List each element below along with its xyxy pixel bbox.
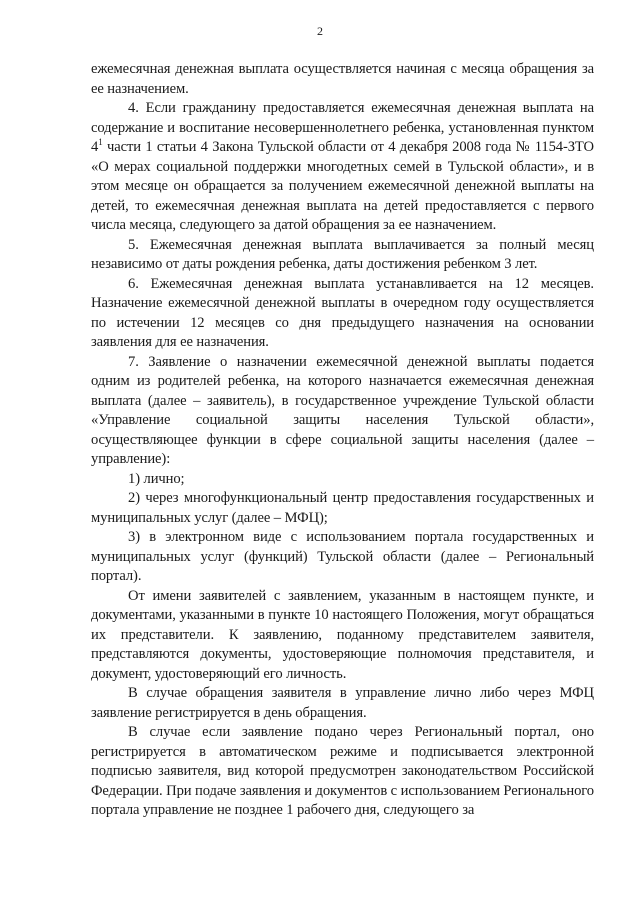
document-body	[91, 60, 594, 821]
paragraph-item-5: 5. Ежемесячная денежная выплата выплачивается за полный месяц независимо от даты рождения ребенка, даты достижения ребенком 3 лет.	[91, 236, 594, 272]
paragraph-item-4-text-a: 4. Если гражданину предоставляется ежемесячная денежная выплата на содержание и воспитание несовершеннолетнего ребенка, установленная пунктом 4	[91, 100, 594, 155]
superscript-mark: 1	[98, 137, 103, 148]
paragraph-continuation: ежемесячная денежная выплата осуществляется начиная с месяца обращения за ее назначением.	[91, 61, 594, 97]
list-item-1: 1) лично;	[128, 470, 185, 487]
paragraph-representatives: От имени заявителей с заявлением, указанным в настоящем пункте, и документами, указанными в пункте 10 настоящего Положения, могут обращаться их представители. К заявлению, поданному представителем заявителя, представляются документы, удостоверяющие полномочия представителя, и документ, удостоверяющий его личность.	[91, 587, 594, 682]
list-item-2: 2) через многофункциональный центр предоставления государственных и муниципальных услуг (далее – МФЦ);	[91, 490, 594, 526]
paragraph-item-6: 6. Ежемесячная денежная выплата устанавливается на 12 месяцев. Назначение ежемесячной денежной выплаты в очередном году осуществляется по истечении 12 месяцев со дня предыдущего назначения на основании заявления для ее назначения.	[91, 275, 594, 350]
list-item-3: 3) в электронном виде с использованием портала государственных и муниципальных услуг (функций) Тульской области (далее – Региональный портал).	[91, 529, 594, 584]
paragraph-item-4	[91, 99, 594, 236]
page-number: 2	[317, 24, 323, 38]
paragraph-registration-in-person: В случае обращения заявителя в управление лично либо через МФЦ заявление регистрируется в день обращения.	[91, 685, 594, 721]
paragraph-item-4-text-b: части 1 статьи 4 Закона Тульской области от 4 декабря 2008 года № 1154-ЗТО «О мерах социальной поддержки многодетных семей в Тульской области», и в этом месяце он обращается за получением ежемесячной денежной выплаты на детей, то ежемесячная денежная выплата на детей предоставляется с первого числа месяца, следующего за датой обращения за ее назначением.	[91, 139, 594, 233]
paragraph-item-7: 7. Заявление о назначении ежемесячной денежной выплаты подается одним из родителей ребенка, на которого назначается ежемесячная денежная выплата (далее – заявитель), в государственное учреждение Тульской области «Управление социальной защиты населения Тульской области», осуществляющее функции в сфере социальной защиты населения (далее – управление):	[91, 353, 594, 467]
paragraph-registration-portal: В случае если заявление подано через Региональный портал, оно регистрируется в автоматическом режиме и подписывается электронной подписью заявителя, вид которой предусмотрен законодательством Российской Федерации. При подаче заявления и документов с использованием Регионального портала управление не позднее 1 рабочего дня, следующего за	[91, 724, 594, 818]
